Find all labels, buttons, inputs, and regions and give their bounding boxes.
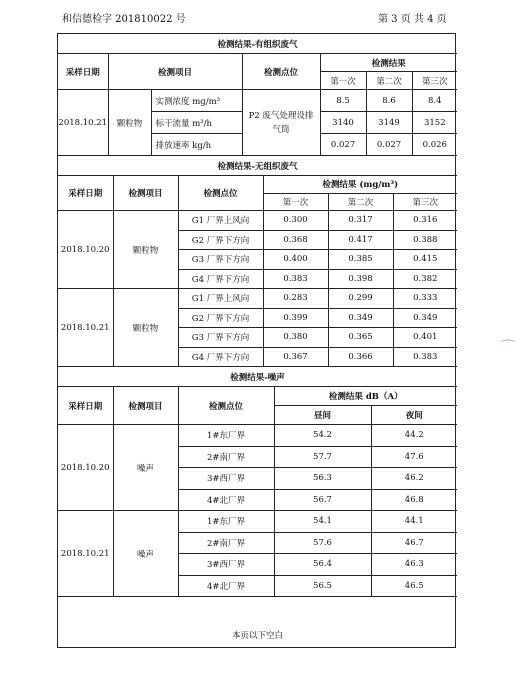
value-cell: 0.317 bbox=[328, 211, 393, 231]
value-cell: 54.2 bbox=[274, 425, 371, 447]
value-cell: 3140 bbox=[320, 112, 366, 134]
sample-date: 2018.10.21 bbox=[58, 511, 113, 597]
header-run3: 第三次 bbox=[393, 193, 457, 211]
sampling-point: G1 厂界上风向 bbox=[178, 211, 263, 231]
header-results: 检测结果 (mg/m³) bbox=[263, 176, 457, 194]
value-cell: 54.1 bbox=[274, 511, 371, 533]
sampling-point: 2#南厂界 bbox=[178, 532, 274, 554]
value-cell: 44.2 bbox=[371, 425, 457, 447]
value-cell: 0.368 bbox=[263, 230, 328, 250]
sampling-point: G3 厂界下方向 bbox=[178, 250, 263, 270]
sampling-point: 4#北厂界 bbox=[178, 575, 274, 597]
fugitive-emission-table bbox=[58, 156, 457, 367]
value-cell: 44.1 bbox=[371, 511, 457, 533]
value-cell: 0.383 bbox=[393, 347, 457, 367]
header-point: 检测点位 bbox=[242, 54, 320, 90]
value-cell: 56.4 bbox=[274, 554, 371, 576]
sampling-point: G4 厂界下方向 bbox=[178, 347, 263, 367]
value-cell: 0.027 bbox=[320, 134, 366, 156]
value-cell: 0.399 bbox=[263, 308, 328, 328]
header-run1: 第一次 bbox=[320, 72, 366, 90]
header-daytime: 昼间 bbox=[274, 406, 371, 425]
value-cell: 0.299 bbox=[328, 289, 393, 309]
value-cell: 0.300 bbox=[263, 211, 328, 231]
header-point: 检测点位 bbox=[178, 176, 263, 211]
value-cell: 46.7 bbox=[371, 532, 457, 554]
param-name: 排放速率 kg/h bbox=[151, 134, 242, 156]
value-cell: 0.385 bbox=[328, 250, 393, 270]
sampling-point: G2 厂界下方向 bbox=[178, 230, 263, 250]
value-cell: 0.367 bbox=[263, 347, 328, 367]
blank-note: 本页以下空白 bbox=[58, 597, 457, 673]
value-cell: 56.5 bbox=[274, 575, 371, 597]
value-cell: 8.4 bbox=[412, 90, 457, 112]
sampling-point: G3 厂界下方向 bbox=[178, 328, 263, 348]
value-cell: 0.415 bbox=[393, 250, 457, 270]
value-cell: 0.401 bbox=[393, 328, 457, 348]
value-cell: 3149 bbox=[366, 112, 412, 134]
sampling-point: 3#西厂界 bbox=[178, 468, 274, 490]
value-cell: 46.2 bbox=[371, 468, 457, 490]
value-cell: 46.8 bbox=[371, 489, 457, 511]
value-cell: 0.365 bbox=[328, 328, 393, 348]
value-cell: 0.349 bbox=[328, 308, 393, 328]
sampling-point: 3#西厂界 bbox=[178, 554, 274, 576]
value-cell: 0.380 bbox=[263, 328, 328, 348]
sampling-point: G4 厂界下方向 bbox=[178, 269, 263, 289]
value-cell: 3152 bbox=[412, 112, 457, 134]
sample-date: 2018.10.20 bbox=[58, 425, 113, 511]
value-cell: 46.5 bbox=[371, 575, 457, 597]
header-run2: 第二次 bbox=[366, 72, 412, 90]
value-cell: 0.349 bbox=[393, 308, 457, 328]
value-cell: 46.3 bbox=[371, 554, 457, 576]
sampling-point: 4#北厂界 bbox=[178, 489, 274, 511]
value-cell: 56.3 bbox=[274, 468, 371, 490]
value-cell: 0.027 bbox=[366, 134, 412, 156]
sampling-point: G1 厂界上风向 bbox=[178, 289, 263, 309]
header-run2: 第二次 bbox=[328, 193, 393, 211]
header-point: 检测点位 bbox=[178, 387, 274, 425]
section3-title: 检测结果-噪声 bbox=[58, 367, 457, 387]
value-cell: 56.7 bbox=[274, 489, 371, 511]
value-cell: 0.398 bbox=[328, 269, 393, 289]
value-cell: 0.388 bbox=[393, 230, 457, 250]
test-item: 颗粒物 bbox=[113, 211, 178, 289]
header-date: 采样日期 bbox=[58, 387, 113, 425]
header-results: 检测结果 dB（A） bbox=[274, 387, 457, 406]
value-cell: 57.6 bbox=[274, 532, 371, 554]
value-cell: 57.7 bbox=[274, 446, 371, 468]
header-item: 检测项目 bbox=[113, 176, 178, 211]
sampling-point: 1#东厂界 bbox=[178, 425, 274, 447]
report-frame bbox=[57, 33, 456, 648]
seal-fragment: ⌒ bbox=[500, 335, 516, 358]
header-run1: 第一次 bbox=[263, 193, 328, 211]
sample-date: 2018.10.21 bbox=[58, 90, 108, 156]
value-cell: 8.5 bbox=[320, 90, 366, 112]
header-run3: 第三次 bbox=[412, 72, 457, 90]
header-nighttime: 夜间 bbox=[371, 406, 457, 425]
value-cell: 0.400 bbox=[263, 250, 328, 270]
value-cell: 0.026 bbox=[412, 134, 457, 156]
param-name: 标干流量 m³/h bbox=[151, 112, 242, 134]
noise-table bbox=[58, 367, 457, 673]
sample-date: 2018.10.21 bbox=[58, 289, 113, 367]
value-cell: 0.417 bbox=[328, 230, 393, 250]
value-cell: 8.6 bbox=[366, 90, 412, 112]
header-results: 检测结果 bbox=[320, 54, 457, 72]
organized-emission-table bbox=[58, 34, 457, 156]
sampling-point: 1#东厂界 bbox=[178, 511, 274, 533]
value-cell: 0.366 bbox=[328, 347, 393, 367]
section2-title: 检测结果-无组织废气 bbox=[58, 156, 457, 176]
value-cell: 0.382 bbox=[393, 269, 457, 289]
sampling-point: P2 废气处理设排气筒 bbox=[242, 90, 320, 156]
sample-date: 2018.10.20 bbox=[58, 211, 113, 289]
page-indicator: 第 3 页 共 4 页 bbox=[378, 10, 447, 25]
test-item: 噪声 bbox=[113, 511, 178, 597]
value-cell: 47.6 bbox=[371, 446, 457, 468]
header-item: 检测项目 bbox=[113, 387, 178, 425]
value-cell: 0.383 bbox=[263, 269, 328, 289]
param-name: 实测浓度 mg/m³ bbox=[151, 90, 242, 112]
header-date: 采样日期 bbox=[58, 176, 113, 211]
test-item: 颗粒物 bbox=[113, 289, 178, 367]
test-item: 颗粒物 bbox=[108, 90, 151, 156]
test-item: 噪声 bbox=[113, 425, 178, 511]
value-cell: 0.316 bbox=[393, 211, 457, 231]
header-date: 采样日期 bbox=[58, 54, 108, 90]
header-item: 检测项目 bbox=[108, 54, 242, 90]
value-cell: 0.333 bbox=[393, 289, 457, 309]
report-number: 和信德检字 201810022 号 bbox=[62, 10, 186, 25]
section1-title: 检测结果-有组织废气 bbox=[58, 34, 457, 54]
sampling-point: 2#南厂界 bbox=[178, 446, 274, 468]
sampling-point: G2 厂界下方向 bbox=[178, 308, 263, 328]
value-cell: 0.283 bbox=[263, 289, 328, 309]
